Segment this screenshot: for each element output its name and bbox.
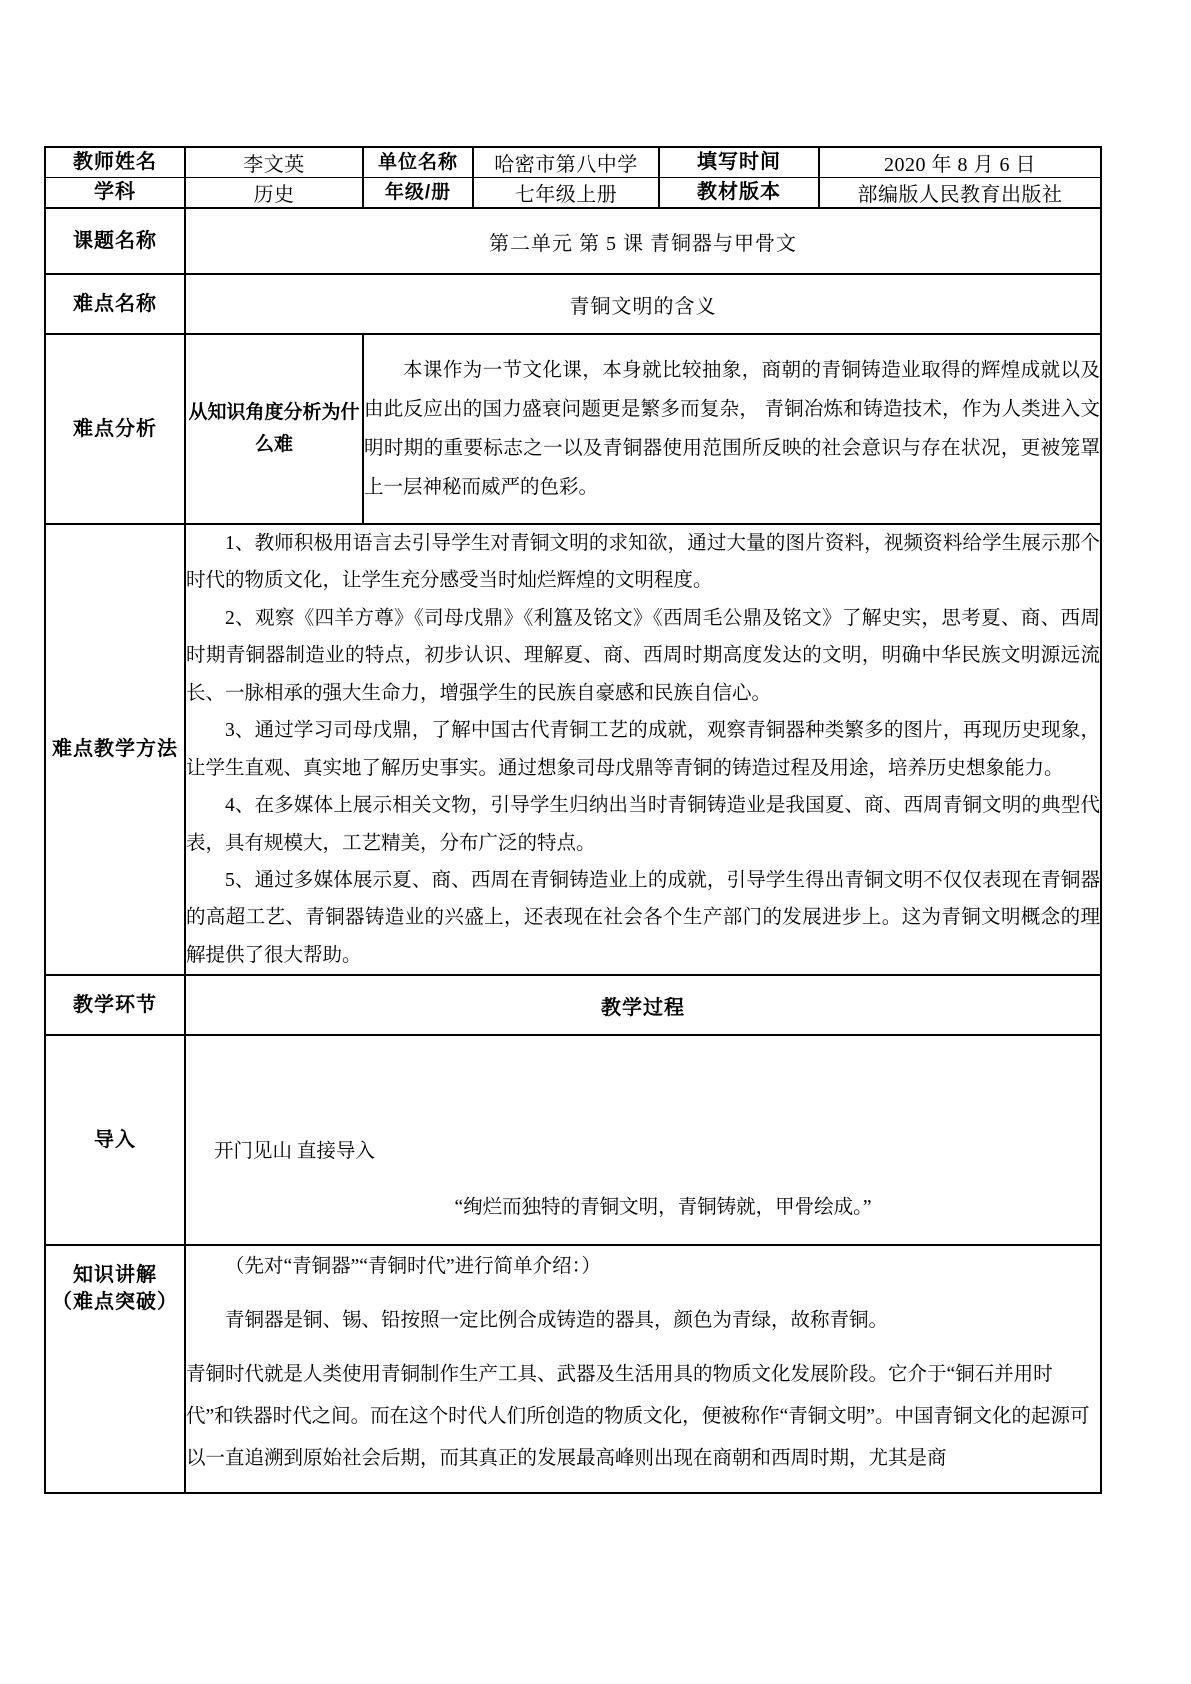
- introduction-line-1: 开门见山 直接导入: [214, 1141, 375, 1163]
- text-teaching-method: [185, 524, 1101, 975]
- table-row-topic: [45, 208, 1101, 274]
- label-teacher-name: 教师姓名: [45, 147, 185, 178]
- label-grade: 年级/册: [363, 178, 473, 209]
- table-row-process-header: [45, 975, 1101, 1035]
- label-teaching-process: 教学过程: [185, 975, 1101, 1035]
- method-paragraph-3: 3、通过学习司母戊鼎，了解中国古代青铜工艺的成就，观察青铜器种类繁多的图片，再现历史现象，让学生直观、真实地了解历史事实。通过想象司母戊鼎等青铜的铸造过程及用途，培养历史想象能力。: [186, 720, 1100, 779]
- value-grade: 七年级上册: [473, 178, 659, 209]
- introduction-quote: “绚烂而独特的青铜文明，青铜铸就，甲骨绘成。”: [454, 1197, 872, 1219]
- table-row-subject-info: [45, 178, 1101, 209]
- label-subject: 学科: [45, 178, 185, 209]
- text-introduction: [185, 1035, 1101, 1245]
- value-subject: 历史: [185, 178, 363, 209]
- analysis-paragraph: 本课作为一节文化课，本身就比较抽象，商朝的青铜铸造业取得的辉煌成就以及由此反应出的国力盛衰问题更是繁多而复杂， 青铜冶炼和铸造技术，作为人类进入文明时期的重要标志之一以及青铜器使用范围所反映的社会意识与存在状况，更被笼罩上一层神秘而威严的色彩。: [364, 360, 1100, 498]
- table-row-knowledge-explanation: [45, 1245, 1101, 1493]
- value-teacher-name: 李文英: [185, 147, 363, 178]
- label-introduction: 导入: [45, 1035, 185, 1245]
- table-row-teaching-method: [45, 524, 1101, 975]
- sublabel-knowledge-angle: 从知识角度分析为什么难: [185, 334, 363, 524]
- knowledge-paragraph-2: 青铜器是铜、锡、铅按照一定比例合成铸造的器具，颜色为青绿，故称青铜。: [225, 1310, 889, 1332]
- value-difficulty-name: 青铜文明的含义: [185, 274, 1101, 334]
- label-teaching-stage: 教学环节: [45, 975, 185, 1035]
- label-topic-name: 课题名称: [45, 208, 185, 274]
- value-unit-name: 哈密市第八中学: [473, 147, 659, 178]
- table-row-difficulty-name: [45, 274, 1101, 334]
- label-fill-time: 填写时间: [659, 147, 819, 178]
- label-difficulty-analysis: 难点分析: [45, 334, 185, 524]
- label-knowledge-explanation: [45, 1245, 185, 1493]
- value-textbook-version: 部编版人民教育出版社: [819, 178, 1101, 209]
- method-paragraph-4: 4、在多媒体上展示相关文物，引导学生归纳出当时青铜铸造业是我国夏、商、西周青铜文明的典型代表，具有规模大，工艺精美，分布广泛的特点。: [186, 795, 1100, 854]
- table-row-teacher-info: [45, 147, 1101, 178]
- value-topic-name: 第二单元 第 5 课 青铜器与甲骨文: [185, 208, 1101, 274]
- table-row-difficulty-analysis: [45, 334, 1101, 524]
- knowledge-label-line-2: （难点突破）: [52, 1291, 178, 1314]
- text-knowledge-explanation: [185, 1245, 1101, 1493]
- method-paragraph-2: 2、观察《四羊方尊》《司母戊鼎》《利簋及铭文》《西周毛公鼎及铭文》了解史实，思考夏、商、西周时期青铜器制造业的特点，初步认识、理解夏、商、西周时期高度发达的文明，明确中华民族文明源远流长、一脉相承的强大生命力，增强学生的民族自豪感和民族自信心。: [186, 607, 1100, 704]
- label-difficulty-name: 难点名称: [45, 274, 185, 334]
- method-paragraph-5: 5、通过多媒体展示夏、商、西周在青铜铸造业上的成就，引导学生得出青铜文明不仅仅表现在青铜器的高超工艺、青铜器铸造业的兴盛上，还表现在社会各个生产部门的发展进步上。这为青铜文明概念的理解提供了很大帮助。: [186, 869, 1100, 966]
- label-unit-name: 单位名称: [363, 147, 473, 178]
- text-difficulty-analysis: [363, 334, 1101, 524]
- value-fill-time: 2020 年 8 月 6 日: [819, 147, 1101, 178]
- label-teaching-method: 难点教学方法: [45, 524, 185, 975]
- table-row-introduction: [45, 1035, 1101, 1245]
- knowledge-paragraph-3: 青铜时代就是人类使用青铜制作生产工具、武器及生活用具的物质文化发展阶段。它介于“铜石并用时代”和铁器时代之间。而在这个时代人们所创造的物质文化，便被称作“青铜文明”。中国青铜文化的起源可以一直追溯到原始社会后期，而其真正的发展最高峰则出现在商朝和西周时期，尤其是商: [186, 1364, 1090, 1469]
- knowledge-label-line-1: 知识讲解: [73, 1264, 157, 1287]
- knowledge-paragraph-1: （先对“青铜器”“青铜时代”进行简单介绍：）: [225, 1256, 601, 1278]
- label-textbook-version: 教材版本: [659, 178, 819, 209]
- method-paragraph-1: 1、教师积极用语言去引导学生对青铜文明的求知欲，通过大量的图片资料，视频资料给学生展示那个时代的物质文化，让学生充分感受当时灿烂辉煌的文明程度。: [186, 533, 1100, 592]
- lesson-plan-table: [44, 146, 1102, 1494]
